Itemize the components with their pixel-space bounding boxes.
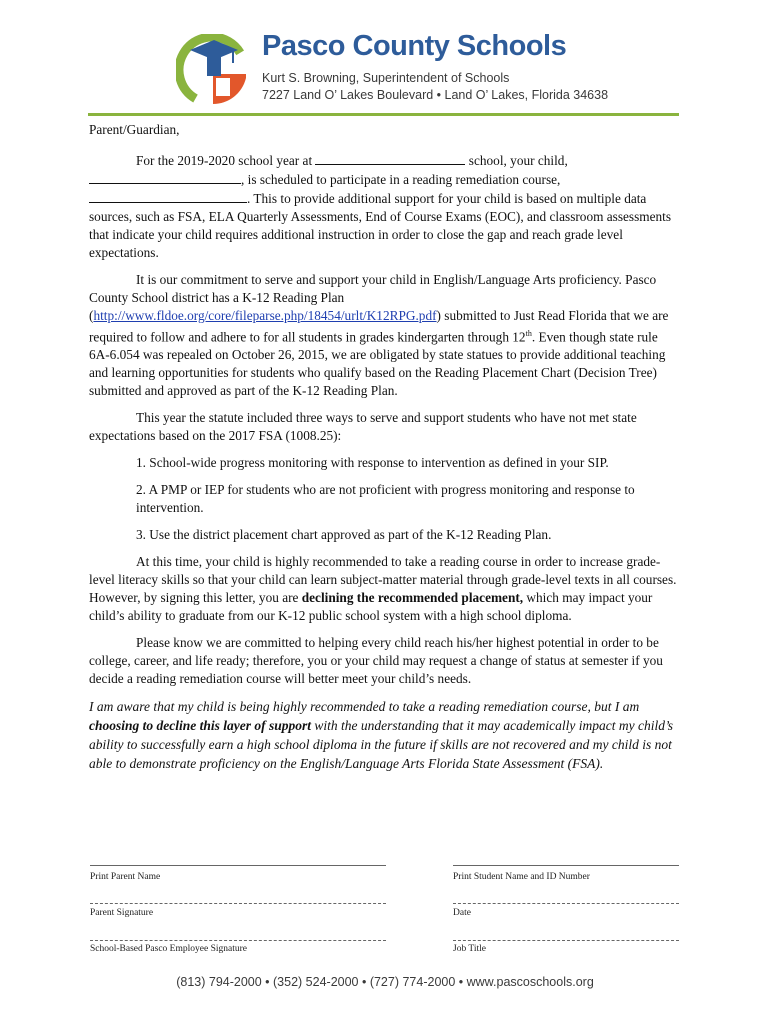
job-title-line[interactable] xyxy=(453,940,679,942)
org-name: Pasco County Schools xyxy=(262,30,567,62)
ack-text-a: I am aware that my child is being highly recommended to take a reading remediation course, but I am xyxy=(89,699,640,715)
paragraph-recommendation xyxy=(89,553,679,625)
list-item-2: 2. A PMP or IEP for students who are not proficient with progress monitoring and response to intervention. xyxy=(136,482,635,516)
p4-text-a: At this time, your child is highly recommended to take a reading course in order to increase grade-level literacy skills so that your child can learn subject-matter material through grade-level texts in all courses. However, by signing this letter, you are xyxy=(89,554,677,606)
salutation: Parent/Guardian, xyxy=(89,122,180,137)
pasco-schools-logo xyxy=(176,34,248,106)
student-name-label: Print Student Name and ID Number xyxy=(453,872,590,882)
school-name-blank[interactable] xyxy=(315,151,465,165)
p2-superscript: th xyxy=(525,329,532,338)
course-name-blank[interactable] xyxy=(89,189,247,203)
p1-text-c: , is scheduled to participate in a reading remediation course, xyxy=(241,172,561,187)
paragraph-commitment xyxy=(89,271,679,400)
job-title-label: Job Title xyxy=(453,944,487,954)
p2-text-c: . Even though state rule 6A-6.054 was repealed on October 26, 2015, we are obligated by state statues to provide additional teaching and learning opportunities for students who qualify based on the Reading Placement Chart (Decision Tree) submitted and approved as part of the K-12 Reading Plan. xyxy=(89,329,666,399)
p2-text-b: ) submitted to Just Read Florida that we are required to follow and adhere to for all students in grades kindergarten through 12 xyxy=(89,308,669,345)
superintendent-line: Kurt S. Browning, Superintendent of Schools xyxy=(262,71,510,85)
acknowledgement-statement xyxy=(89,697,679,773)
employee-signature-label: School-Based Pasco Employee Signature xyxy=(90,944,247,954)
employee-signature-line[interactable] xyxy=(90,940,386,942)
p1-text-a: For the 2019-2020 school year at xyxy=(136,153,316,168)
parent-signature-line[interactable] xyxy=(90,903,386,905)
paragraph-commitment-potential: Please know we are committed to helping every child reach his/her highest potential in order to be college, career, and life ready; therefore, you or your child may request a change of status at semester if you decide a reading remediation course will better meet your child’s needs. xyxy=(89,635,663,687)
p2-text-a: It is our commitment to serve and support your child in English/Language Arts proficiency. Pasco County School district has a K-12 Reading Plan ( xyxy=(89,272,657,323)
paragraph-intro xyxy=(89,151,679,262)
date-label: Date xyxy=(453,908,471,918)
date-line[interactable] xyxy=(453,903,679,905)
student-name-line[interactable] xyxy=(453,865,679,867)
paragraph-statute: This year the statute included three ways to serve and support students who have not met state expectations based on the 2017 FSA (1008.25): xyxy=(89,410,637,444)
p1-text-b: school, your child, xyxy=(465,153,568,168)
parent-name-label: Print Parent Name xyxy=(90,872,161,882)
letter-body xyxy=(89,121,679,773)
p4-bold: declining the recommended placement, xyxy=(301,590,524,606)
address-line: 7227 Land O’ Lakes Boulevard • Land O’ Lakes, Florida 34638 xyxy=(262,88,609,102)
ack-text-b: with the understanding that it may academically impact my child’s ability to successfully earn a high school diploma in the future if skills are not recovered and my child is not able to demonstrate proficiency on the English/Language Arts Florida State Assessment (FSA). xyxy=(89,718,673,772)
reading-plan-link[interactable]: http://www.fldoe.org/core/fileparse.php/18454/urlt/K12RPG.pdf xyxy=(93,308,437,323)
child-name-blank[interactable] xyxy=(89,170,241,184)
footer-contact: (813) 794-2000 • (352) 524-2000 • (727) 774-2000 • www.pascoschools.org xyxy=(176,975,594,989)
p4-text-b: which may impact your child’s ability to graduate from our K-12 public school system with a high school diploma. xyxy=(89,590,653,624)
list-item-3: 3. Use the district placement chart approved as part of the K-12 Reading Plan. xyxy=(136,527,552,543)
list-item-1: 1. School-wide progress monitoring with response to intervention as defined in your SIP. xyxy=(136,455,609,471)
parent-signature-label: Parent Signature xyxy=(90,908,154,918)
parent-name-line[interactable] xyxy=(90,865,386,867)
header-divider xyxy=(88,113,679,116)
ack-bold: choosing to decline this layer of support xyxy=(89,718,312,734)
p1-text-d: . This to provide additional support for your child is based on multiple data sources, such as FSA, ELA Quarterly Assessments, End of Course Exams (EOC), and classroom assessments that indicate your child requires additional instruction in order to close the gap and reach grade level expectations. xyxy=(89,191,672,260)
